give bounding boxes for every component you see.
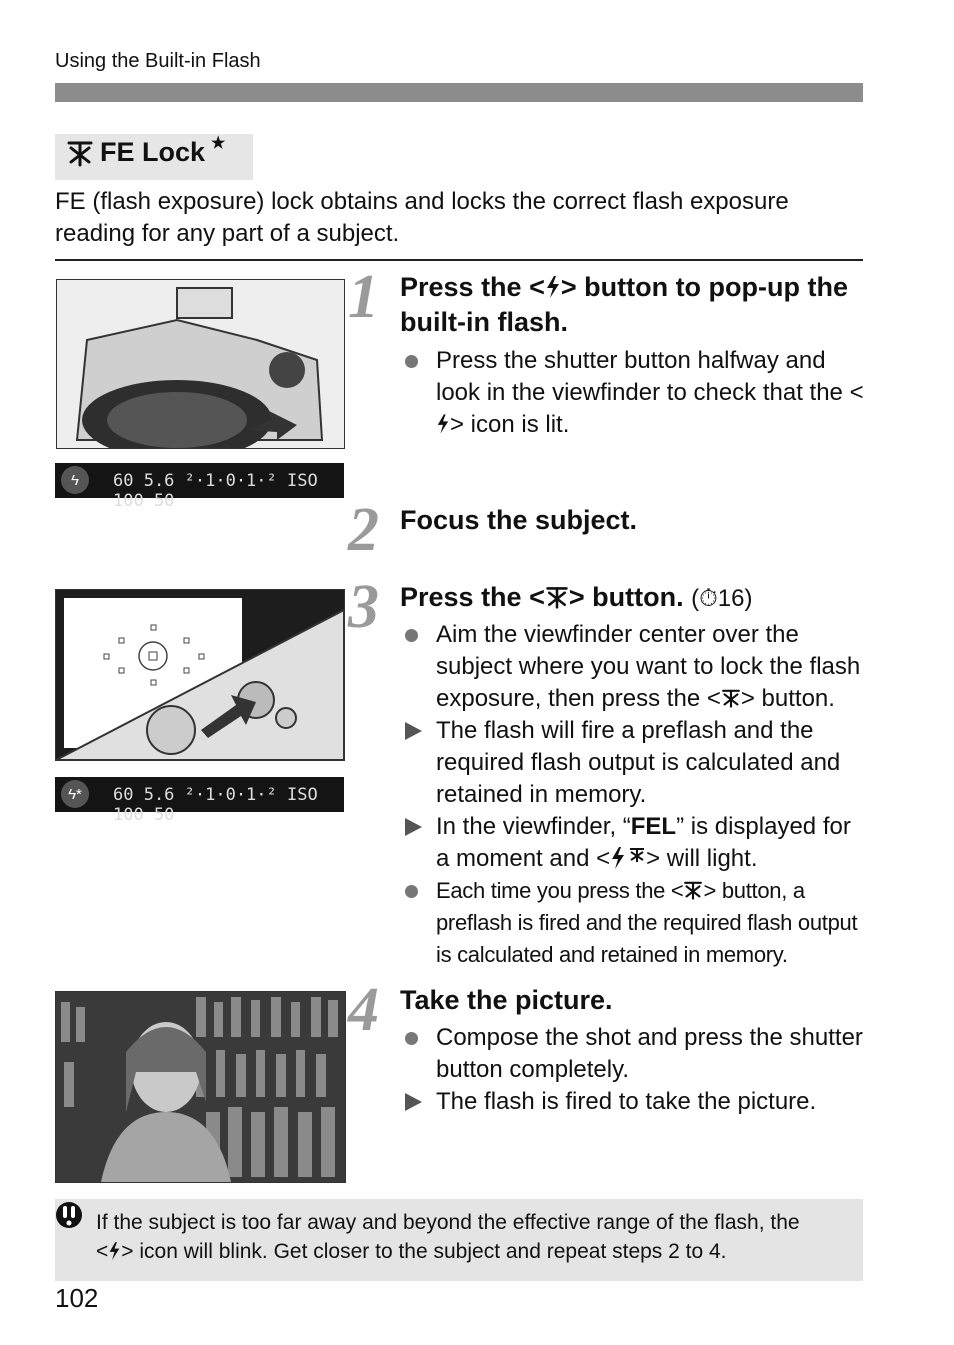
running-title: Using the Built-in Flash: [55, 50, 261, 72]
bullet-dot-icon: [405, 885, 418, 898]
flash-indicator-icon: ϟ: [61, 466, 89, 494]
step-heading: Press the < > button to pop-up the built-in flash.: [400, 272, 849, 337]
bullet-dot-icon: [405, 629, 418, 642]
list-item: Compose the shot and press the shutter button completely.: [405, 1022, 860, 1086]
header-bar: [55, 83, 863, 102]
fe-lock-asterisk-icon: [683, 880, 703, 900]
flash-icon: [545, 275, 561, 299]
page-reference: (⏱16): [691, 585, 753, 612]
bullet-triangle-icon: [405, 722, 422, 740]
camera-illustration: [56, 279, 345, 449]
bar-scene: [56, 992, 345, 1182]
bullet-dot-icon: [405, 355, 418, 368]
flash-icon: [436, 413, 450, 435]
camera-drawing: [57, 280, 344, 448]
viewfinder-display: [55, 777, 344, 825]
caution-icon: [55, 1201, 83, 1229]
list-item: The flash is fired to take the picture.: [405, 1086, 860, 1118]
flash-icon: [108, 1241, 121, 1261]
step-heading: Press the < > button. (⏱16): [400, 582, 753, 612]
flash-fel-icon: [610, 846, 646, 870]
viewfinder-display: [55, 463, 344, 511]
section-title-text: FE Lock: [100, 137, 206, 167]
viewfinder-readout: 60 5.6 ²·1·0·1·² ISO 100 50: [113, 471, 318, 511]
flash-fel-indicator-icon: ϟ*: [61, 780, 89, 808]
list-item: In the viewfinder, “FEL” is displayed for a moment and < > will light.: [405, 811, 860, 875]
step-number: 2: [348, 496, 379, 564]
intro-paragraph: FE (flash exposure) lock obtains and locks the correct flash exposure reading for any part of a subject.: [55, 188, 789, 247]
step-heading: Take the picture.: [400, 985, 613, 1015]
star-icon: ★: [211, 134, 226, 152]
list-item: Aim the viewfinder center over the subject where you want to lock the flash exposure, then press the < > button.: [405, 619, 860, 715]
bullet-triangle-icon: [405, 818, 422, 836]
fe-lock-asterisk-icon: [721, 688, 741, 708]
woman-at-bar-photo: [55, 991, 346, 1183]
viewfinder-readout: 60 5.6 ²·1·0·1·² ISO 100 50: [113, 785, 318, 825]
bullet-triangle-icon: [405, 1093, 422, 1111]
fe-lock-asterisk-icon: [66, 139, 94, 167]
fe-lock-button-illustration: [55, 589, 345, 761]
list-item: Each time you press the < > button, a preflash is fired and the required flash output is calculated and retained in memory.: [405, 875, 860, 971]
step-number: 1: [348, 263, 379, 331]
section-title: [66, 134, 226, 168]
page-number: 102: [55, 1283, 99, 1313]
list-item: Press the shutter button halfway and look in the viewfinder to check that the <> icon is lit.: [405, 345, 860, 445]
step-heading: Focus the subject.: [400, 505, 638, 535]
step-number: 4: [348, 976, 379, 1044]
bullet-dot-icon: [405, 1032, 418, 1045]
step-number: 3: [348, 573, 379, 641]
fe-lock-asterisk-icon: [545, 585, 569, 609]
viewfinder-drawing: [56, 590, 344, 760]
section-rule: [55, 259, 863, 261]
list-item: The flash will fire a preflash and the required flash output is calculated and retained in memory.: [405, 715, 860, 811]
caution-text: If the subject is too far away and beyond the effective range of the flash, the < > icon will blink. Get closer to the subject and repeat steps 2 to 4.: [96, 1211, 800, 1263]
